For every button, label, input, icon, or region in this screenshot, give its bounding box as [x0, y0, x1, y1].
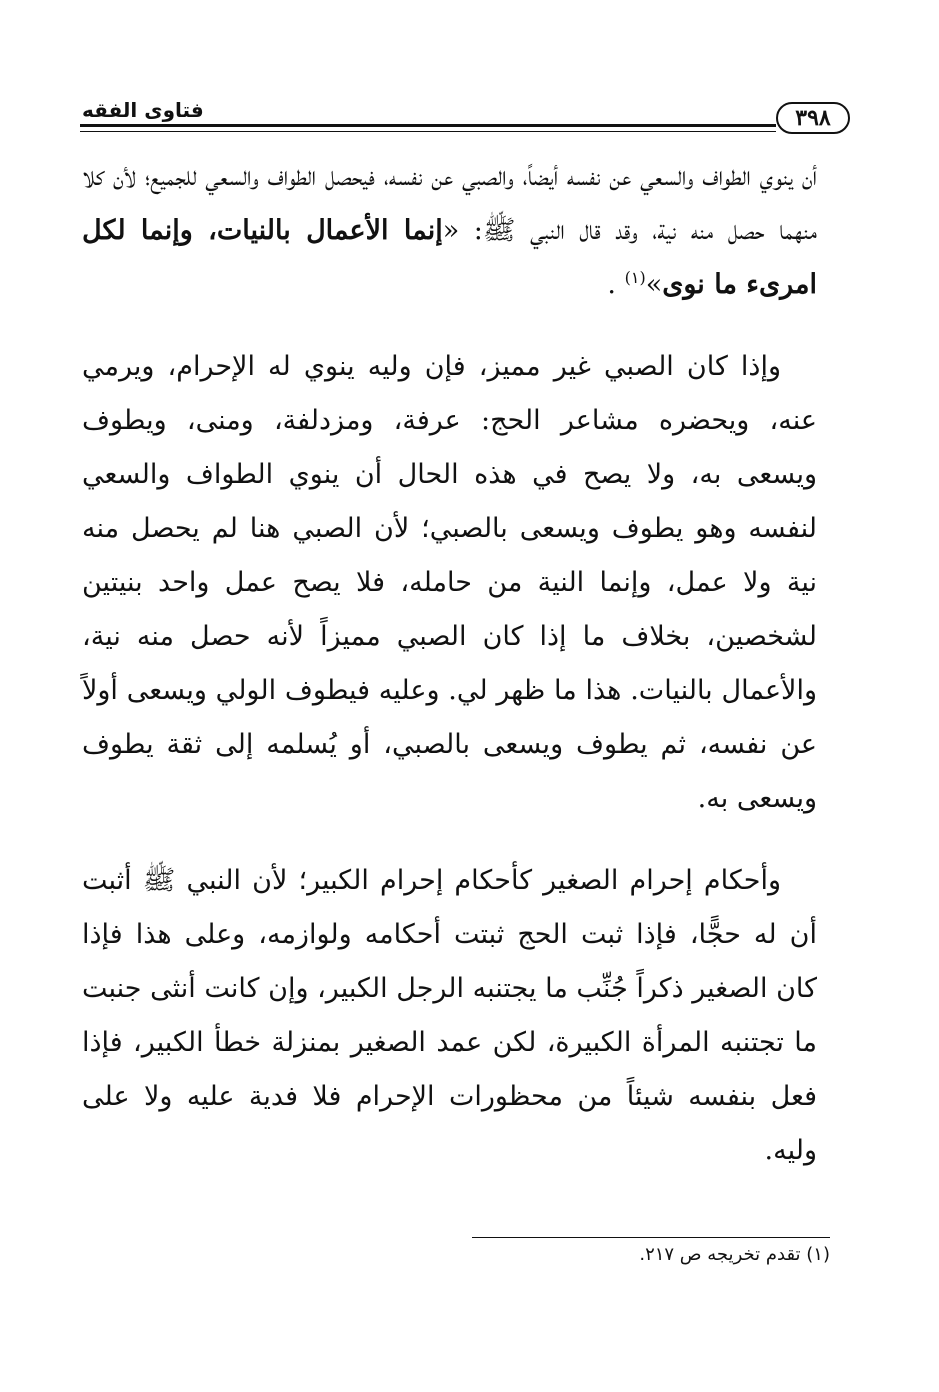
book-title: فتاوى الفقه — [82, 98, 204, 122]
footnote-divider — [472, 1237, 830, 1238]
header-rule-thin — [80, 131, 776, 132]
paragraph-1-end: . — [607, 269, 625, 300]
header-rule-thick — [80, 124, 776, 127]
page-body — [82, 150, 817, 1206]
paragraph-1-text: أن ينوي الطواف والسعي عن نفسه أيضاً، والصبي عن نفسه، فيحصل الطواف والسعي للجميع؛ لأن كلا منهما حصل منه نية، وقد قال النبي ﷺ: « — [82, 161, 818, 246]
paragraph-2: وإذا كان الصبي غير مميز، فإن وليه ينوي له الإحرام، ويرمي عنه، ويحضره مشاعر الحج: عرفة، ومزدلفة، ومنى، ويطوف ويسعى به، ولا يصح في هذه الحال أن ينوي الطواف والسعي لنفسه وهو يطوف ويسعى بالصبي؛ لأن الصبي هنا لم يحصل منه نية ولا عمل، وإنما النية من حامله، فلا يصح عمل واحد بنيتين لشخصين، بخلاف ما إذا كان الصبي مميزاً لأنه حصل منه نية، والأعمال بالنيات. هذا ما ظهر لي. وعليه فيطوف الولي ويسعى أولاً عن نفسه، ثم يطوف ويسعى بالصبي، أو يُسلمه إلى ثقة يطوف ويسعى به. — [82, 351, 817, 814]
paragraph-1 — [82, 150, 817, 312]
paragraph-3: وأحكام إحرام الصغير كأحكام إحرام الكبير؛ لأن النبي ﷺ أثبت أن له حجًّا، فإذا ثبت الحج ثبتت أحكامه ولوازمه، وعلى هذا فإذا كان الصغير ذكراً جُنِّب ما يجتنبه الرجل الكبير، وإن كانت أنثى جنبت ما تجتنبه المرأة الكبيرة، لكن عمد الصغير بمنزلة خطأ الكبير، فإذا فعل بنفسه شيئاً من محظورات الإحرام فلا فدية عليه ولا على وليه. — [82, 865, 817, 1166]
quote-close: » — [645, 269, 663, 300]
footnote: (١) تقدم تخريجه ص ٢١٧. — [639, 1244, 830, 1265]
page-header — [80, 98, 850, 144]
page-number: ٣٩٨ — [776, 102, 850, 134]
footnote-ref: (١) — [624, 268, 646, 287]
hadith-quote: إنما الأعمال بالنيات، وإنما لكل امرىء ما نوى — [82, 215, 817, 300]
